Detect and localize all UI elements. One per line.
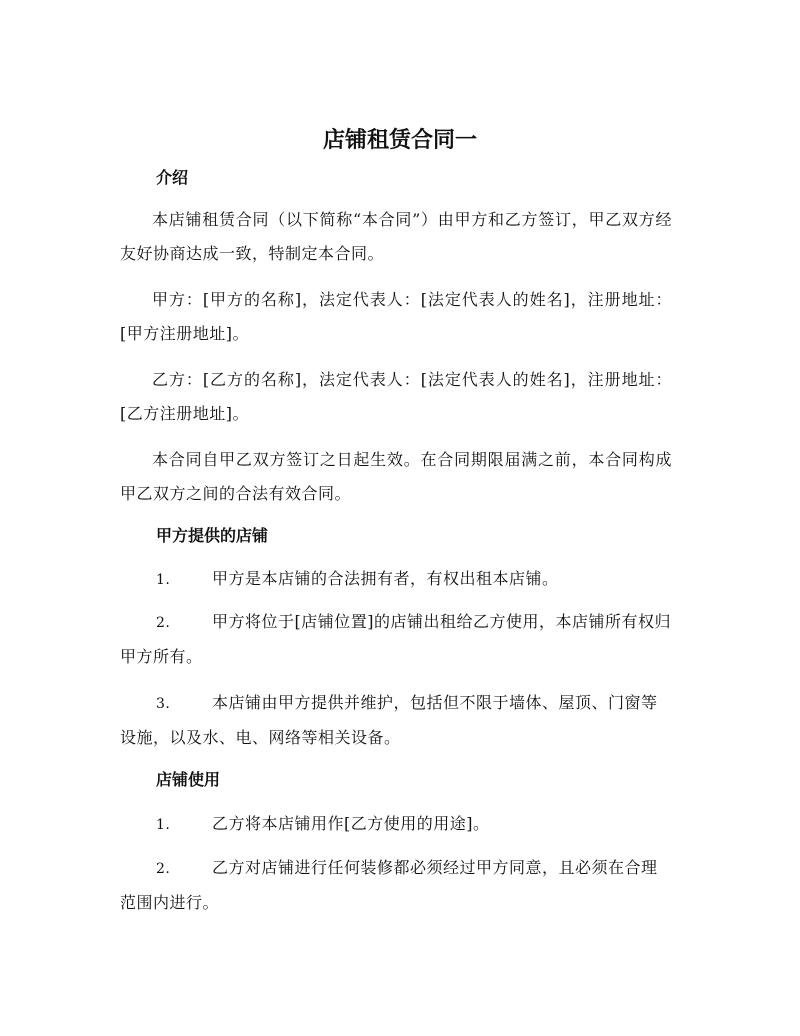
section-heading-shop-provided: 甲方提供的店铺 [156,526,269,545]
list-item [120,807,672,842]
list-item-number: 1. [156,817,171,833]
list-item-number: 3. [156,696,171,712]
list-item [120,851,672,920]
section-heading-intro: 介绍 [156,168,189,187]
list-item-text: 甲方是本店铺的合法拥有者，有权出租本店铺。 [212,569,559,588]
list-item-text: 甲方将位于[店铺位置]的店铺出租给乙方使用，本店铺所有权归甲方所有。 [120,612,671,666]
list-item [120,605,672,674]
paragraph: 乙方：[乙方的名称]，法定代表人：[法定代表人的姓名]，注册地址：[乙方注册地址]。 [120,370,672,423]
list-item-number: 2. [156,615,171,631]
list-item [120,686,672,755]
paragraph: 本店铺租赁合同（以下简称“本合同”）由甲方和乙方签订，甲乙双方经友好协商达成一致，特制定本合同。 [120,210,672,263]
document-title: 店铺租赁合同一 [322,127,477,153]
paragraph: 甲方：[甲方的名称]，法定代表人：[法定代表人的姓名]，注册地址：[甲方注册地址]。 [120,290,672,343]
section-heading-shop-use: 店铺使用 [156,770,221,789]
list-item-text: 乙方对店铺进行任何装修都必须经过甲方同意，且必须在合理范围内进行。 [120,858,658,912]
list-item-text: 乙方将本店铺用作[乙方使用的用途]。 [212,814,490,833]
list-item-text: 本店铺由甲方提供并维护，包括但不限于墙体、屋顶、门窗等设施，以及水、电、网络等相关设备。 [120,693,658,747]
paragraph: 本合同自甲乙双方签订之日起生效。在合同期限届满之前，本合同构成甲乙双方之间的合法有效合同。 [120,450,672,503]
list-item-number: 2. [156,861,171,877]
list-item-number: 1. [156,572,171,588]
list-item [120,562,672,597]
